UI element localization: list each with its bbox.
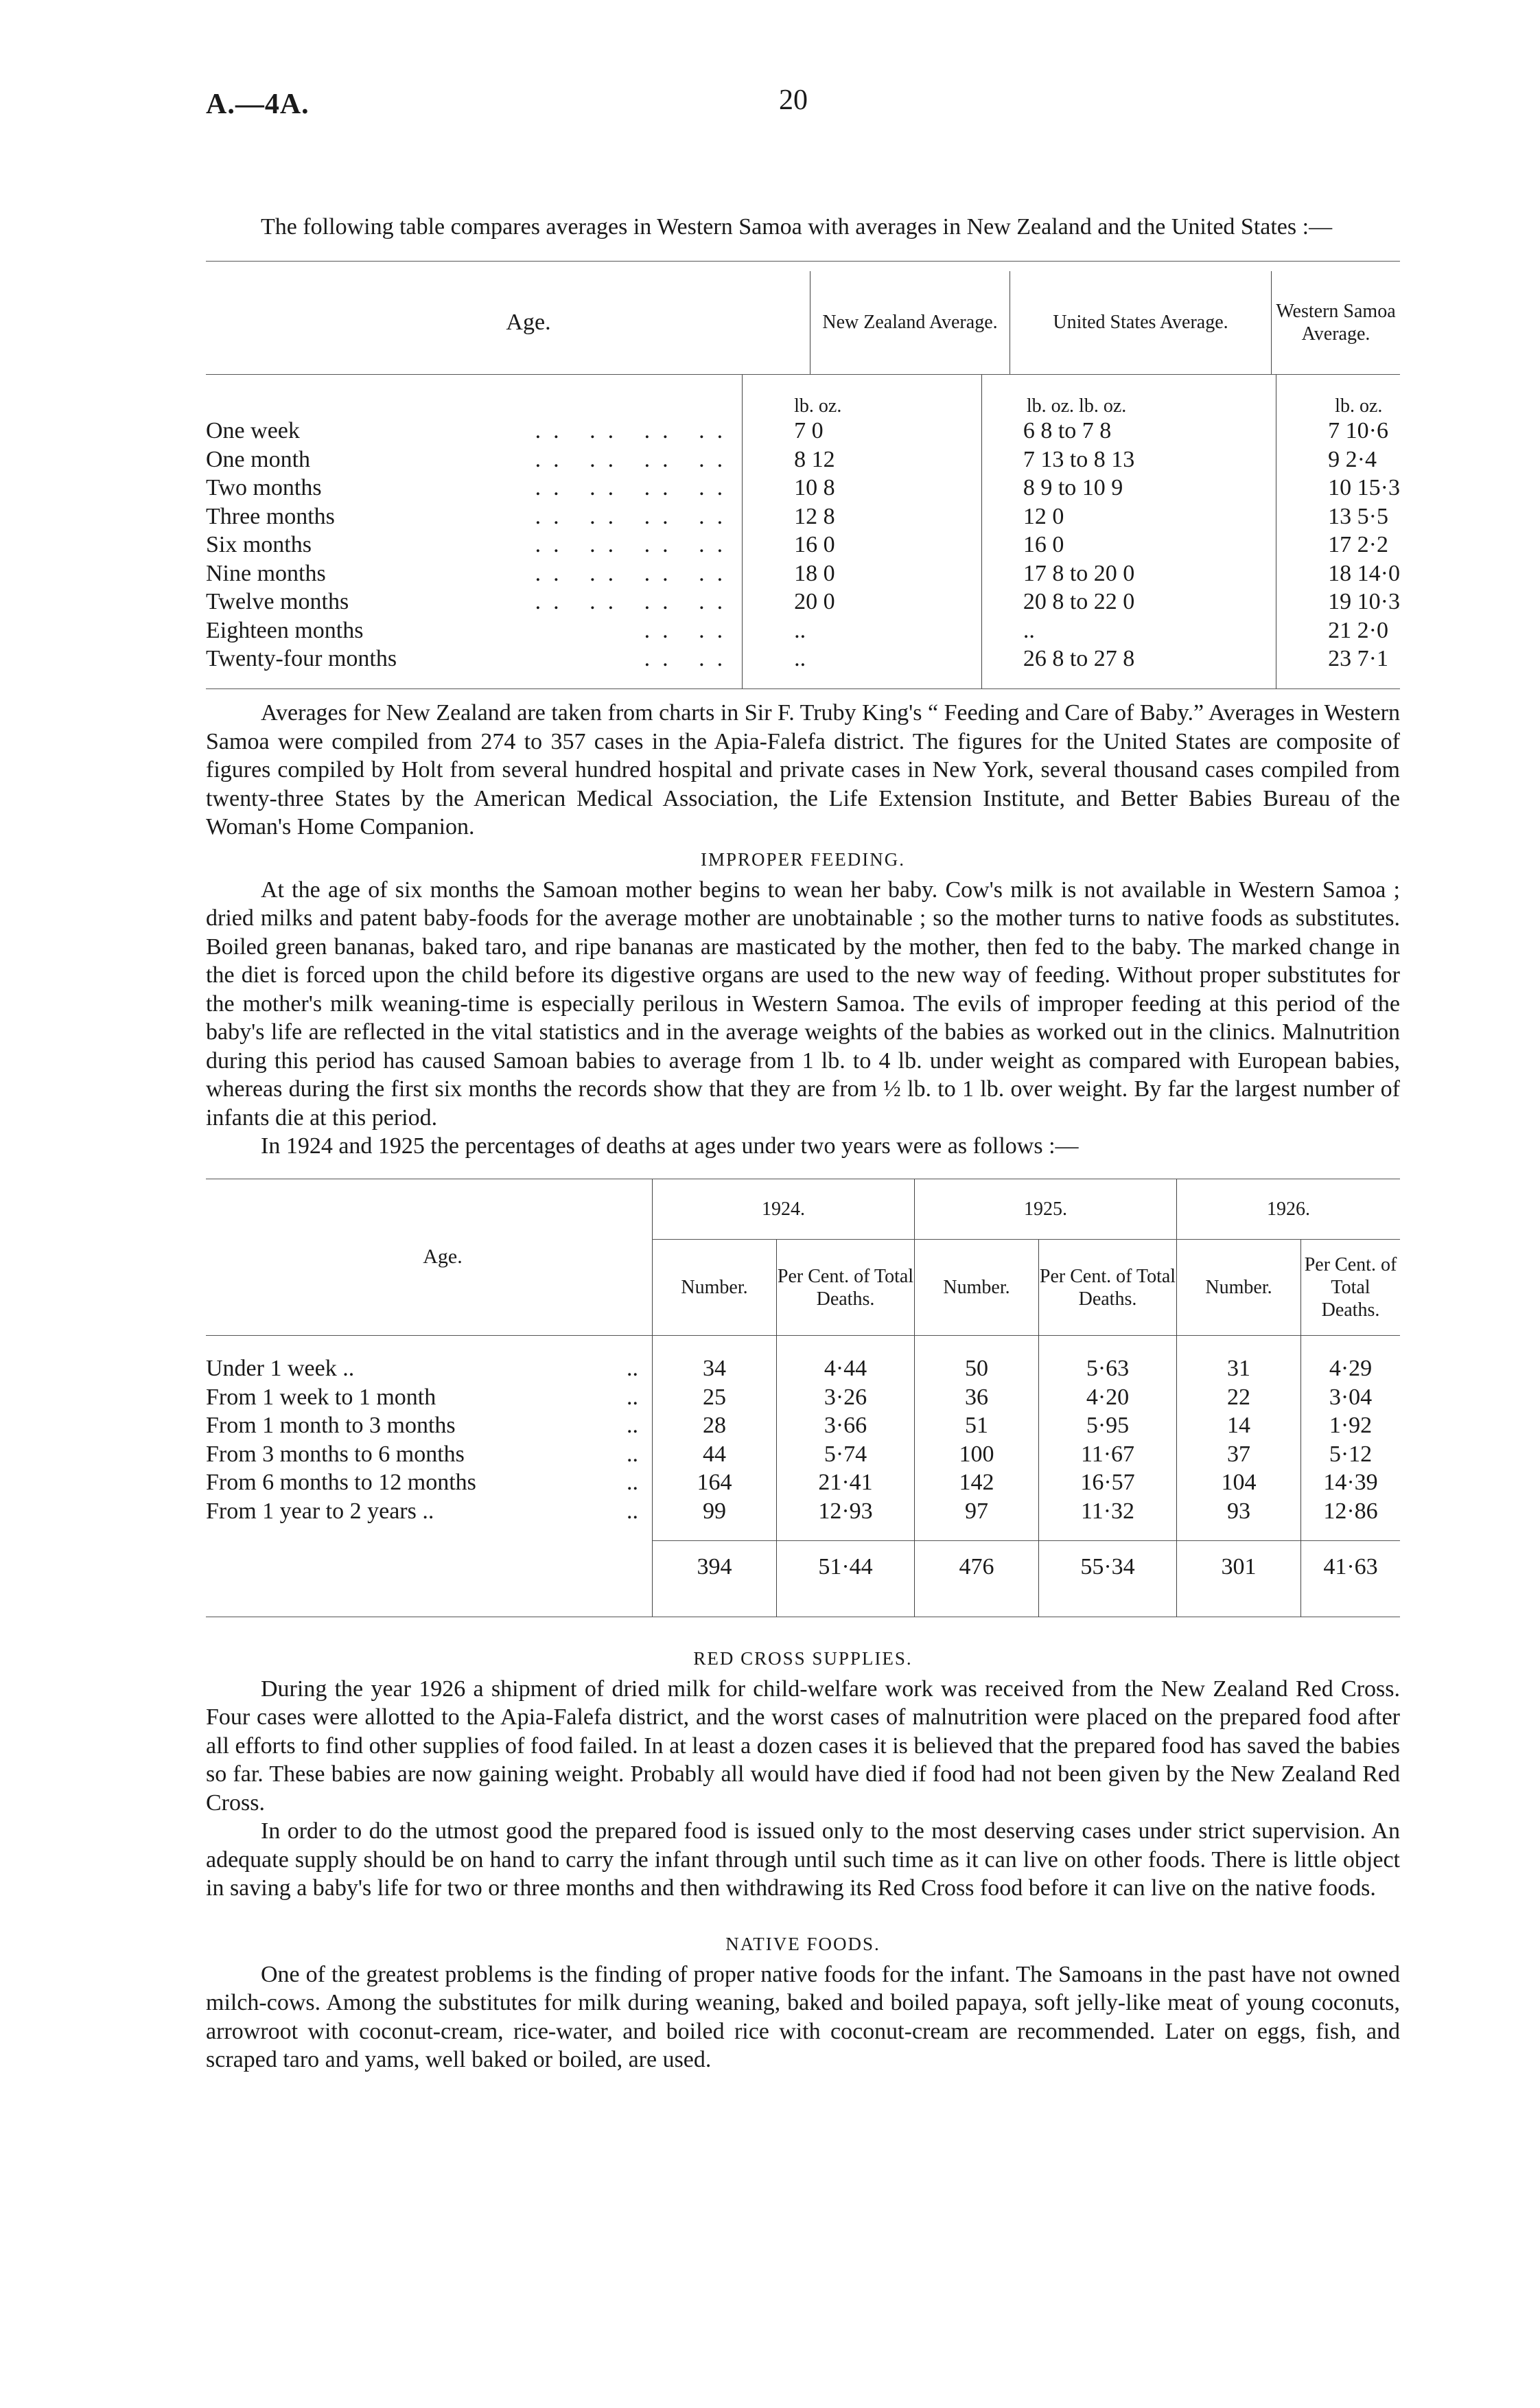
deaths-row-age: Under 1 week .. .. — [206, 1356, 638, 1382]
deaths-table-row — [206, 1412, 1400, 1441]
number-1926-value: 93 — [1177, 1497, 1301, 1526]
row-age-label: Two months .. .. .. .. — [206, 475, 736, 501]
percent-header-1925: Per Cent. of Total Deaths. — [1039, 1240, 1177, 1336]
ws-value: 10 15·3 — [1276, 474, 1400, 503]
weights-table-header — [206, 271, 1400, 374]
weights-table-row — [206, 531, 1400, 560]
ws-value: 13 5·5 — [1276, 502, 1400, 531]
page-header — [206, 76, 1400, 124]
us-value: 20 8 to 22 0 — [981, 588, 1276, 617]
number-1925-value: 50 — [915, 1355, 1039, 1384]
red-cross-heading — [206, 1645, 1400, 1672]
weights-table-row — [206, 559, 1400, 588]
number-1924-value: 164 — [653, 1469, 777, 1498]
number-1925-value: 142 — [915, 1469, 1039, 1498]
number-1924-value: 44 — [653, 1440, 777, 1469]
deaths-table-row — [206, 1440, 1400, 1469]
feeding-paragraph: At the age of six months the Samoan mother begins to wean her baby. Cow's milk is not available in Western Samoa ; dried milks and patent baby-foods for the average mother are unobtainable ; so the mother turns to native foods as substitutes. Boiled green bananas, baked taro, and ripe bananas are masticated by the mother, then fed to the baby. The marked change in the diet is forced upon the child before its digestive organs are used to the new way of feeding. Without proper substitutes for the mother's milk weaning-time is especially perilous in Western Samoa. The evils of improper feeding at this period of the baby's life are reflected in the vital statistics and in the average weights of the babies as worked out in the clinics. Malnutrition during this period has caused Samoan babies to average from 1 lb. to 4 lb. under weight as compared with European babies, whereas during the first six months the records show that they are from ½ lb. to 1 lb. over weight. By far the largest number of infants die at this period. — [206, 877, 1400, 1131]
year-1925-header: 1925. — [915, 1179, 1177, 1240]
document-code: A.—4A. — [206, 89, 310, 120]
row-age-label: Twelve months .. .. .. .. — [206, 589, 736, 615]
improper-feeding-heading-text: IMPROPER FEEDING. — [700, 848, 906, 870]
deaths-row-age: From 1 week to 1 month .. — [206, 1384, 638, 1410]
deaths-table-grid — [206, 1179, 1400, 1617]
percent-1925-value: 11·67 — [1039, 1440, 1177, 1469]
number-header-1924: Number. — [653, 1240, 777, 1336]
percent-1924-value: 3·66 — [777, 1412, 915, 1441]
weights-table-row — [206, 417, 1400, 446]
number-header-1925: Number. — [915, 1240, 1039, 1336]
percent-1925-value: 5·63 — [1039, 1355, 1177, 1384]
number-1926-value: 104 — [1177, 1469, 1301, 1498]
nz-value: 10 8 — [743, 474, 982, 503]
us-column-header: United States Average. — [1010, 271, 1272, 374]
red-cross-heading-text: RED CROSS SUPPLIES. — [693, 1647, 913, 1669]
number-1926-value: 37 — [1177, 1440, 1301, 1469]
row-age-label: Nine months .. .. .. .. — [206, 560, 736, 586]
number-1924-value: 99 — [653, 1497, 777, 1526]
row-age-label: Six months .. .. .. .. — [206, 532, 736, 558]
percent-1925-value: 16·57 — [1039, 1469, 1177, 1498]
native-foods-heading-text: NATIVE FOODS. — [725, 1933, 880, 1954]
ws-value: 7 10·6 — [1276, 417, 1400, 446]
percent-1925-value: 11·32 — [1039, 1497, 1177, 1526]
us-value: 7 13 to 8 13 — [981, 445, 1276, 474]
weights-table-row — [206, 474, 1400, 503]
us-unit-label: lb. oz. lb. oz. — [981, 375, 1276, 417]
nz-value: 20 0 — [743, 588, 982, 617]
deaths-row-age: From 1 month to 3 months .. — [206, 1413, 638, 1439]
nz-value: 12 8 — [743, 502, 982, 531]
weights-table — [206, 261, 1400, 690]
nz-value: 7 0 — [743, 417, 982, 446]
weights-table-body — [206, 375, 1400, 689]
nz-value: 18 0 — [743, 559, 982, 588]
number-1924-value: 28 — [653, 1412, 777, 1441]
us-value: 6 8 to 7 8 — [981, 417, 1276, 446]
percent-1925-value: 4·20 — [1039, 1383, 1177, 1412]
number-1924-value: 25 — [653, 1383, 777, 1412]
ws-unit-label: lb. oz. — [1276, 375, 1400, 417]
total-number-1926: 301 — [1177, 1541, 1301, 1593]
total-percent-1925: 55·34 — [1039, 1541, 1177, 1593]
us-value: 16 0 — [981, 531, 1276, 560]
percent-1926-value: 14·39 — [1301, 1469, 1401, 1498]
number-1926-value: 31 — [1177, 1355, 1301, 1384]
deaths-table-row — [206, 1497, 1400, 1526]
percent-1924-value: 4·44 — [777, 1355, 915, 1384]
percent-1924-value: 12·93 — [777, 1497, 915, 1526]
number-1926-value: 14 — [1177, 1412, 1301, 1441]
percent-1926-value: 12·86 — [1301, 1497, 1401, 1526]
ws-value: 9 2·4 — [1276, 445, 1400, 474]
deaths-table-row — [206, 1355, 1400, 1384]
deaths-intro-paragraph: In 1924 and 1925 the percentages of deaths at ages under two years were as follows :— — [261, 1133, 1079, 1159]
us-value: 26 8 to 27 8 — [981, 645, 1276, 674]
nz-value: .. — [743, 616, 982, 645]
year-1926-header: 1926. — [1177, 1179, 1401, 1240]
percent-1924-value: 3·26 — [777, 1383, 915, 1412]
red-cross-paragraph-2: In order to do the utmost good the prepared food is issued only to the most deserving cases under strict supervision. An adequate supply should be on hand to carry the infant through until such time as it can live on other foods. There is little object in saving a baby's life for two or three months and then withdrawing its Red Cross food before it can live on the native foods. — [206, 1818, 1400, 1901]
improper-feeding-heading — [206, 846, 1400, 873]
percent-1925-value: 5·95 — [1039, 1412, 1177, 1441]
us-value: .. — [981, 616, 1276, 645]
total-percent-1926: 41·63 — [1301, 1541, 1401, 1593]
ws-value: 23 7·1 — [1276, 645, 1400, 674]
deaths-totals-row — [206, 1541, 1400, 1593]
percent-1926-value: 4·29 — [1301, 1355, 1401, 1384]
document-page — [206, 76, 1400, 2074]
weights-table-row — [206, 645, 1400, 674]
nz-value: 16 0 — [743, 531, 982, 560]
deaths-table — [206, 1179, 1400, 1617]
row-age-label: Twenty-four months .. .. — [206, 646, 736, 672]
native-foods-heading — [206, 1930, 1400, 1958]
red-cross-paragraph-1: During the year 1926 a shipment of dried milk for child-welfare work was received from the New Zealand Red Cross. Four cases were allotted to the Apia-Falefa district, and the worst cases of malnutrition were placed on the prepared food after all efforts to find other supplies of food failed. In at least a dozen cases it is believed that the prepared food has saved the babies so far. These babies are now gaining weight. Probably all would have died if food had not been given by the New Zealand Red Cross. — [206, 1676, 1400, 1816]
total-percent-1924: 51·44 — [777, 1541, 915, 1593]
ws-value: 21 2·0 — [1276, 616, 1400, 645]
deaths-age-header: Age. — [423, 1245, 463, 1269]
percent-1926-value: 5·12 — [1301, 1440, 1401, 1469]
row-age-label: One week .. .. .. .. — [206, 418, 736, 444]
number-1924-value: 34 — [653, 1355, 777, 1384]
nz-column-header: New Zealand Average. — [810, 271, 1010, 374]
number-1925-value: 97 — [915, 1497, 1039, 1526]
averages-paragraph: Averages for New Zealand are taken from charts in Sir F. Truby King's “ Feeding and Care of Baby.” Averages in Western Samoa were compiled from 274 to 357 cases in the Apia-Falefa district. The figures for the United States are composite of figures compiled by Holt from several hundred hospital and private cases in New York, several thousand cases compiled from twenty-three States by the American Medical Association, the Life Extension Institute, and Better Babies Bureau of the Woman's Home Companion. — [206, 700, 1400, 840]
deaths-row-age: From 1 year to 2 years .. .. — [206, 1498, 638, 1524]
percent-1926-value: 3·04 — [1301, 1383, 1401, 1412]
ws-value: 17 2·2 — [1276, 531, 1400, 560]
percent-1924-value: 21·41 — [777, 1469, 915, 1498]
number-1926-value: 22 — [1177, 1383, 1301, 1412]
row-age-label: Three months .. .. .. .. — [206, 503, 736, 529]
row-age-label: One month .. .. .. .. — [206, 446, 736, 472]
weights-table-row — [206, 502, 1400, 531]
weights-table-row — [206, 445, 1400, 474]
nz-unit-label: lb. oz. — [743, 375, 982, 417]
ws-column-header: Western Samoa Average. — [1272, 271, 1401, 374]
page-number: 20 — [779, 84, 808, 116]
deaths-row-age: From 6 months to 12 months .. — [206, 1470, 638, 1496]
weights-table-row — [206, 588, 1400, 617]
total-number-1925: 476 — [915, 1541, 1039, 1593]
percent-header-1924: Per Cent. of Total Deaths. — [777, 1240, 915, 1336]
percent-1926-value: 1·92 — [1301, 1412, 1401, 1441]
row-age-label: Eighteen months .. .. — [206, 617, 736, 643]
nz-value: 8 12 — [743, 445, 982, 474]
us-value: 12 0 — [981, 502, 1276, 531]
intro-paragraph: The following table compares averages in Western Samoa with averages in New Zealand and the United States :— — [261, 214, 1333, 240]
number-1925-value: 100 — [915, 1440, 1039, 1469]
number-1925-value: 51 — [915, 1412, 1039, 1441]
percent-1924-value: 5·74 — [777, 1440, 915, 1469]
weights-table-row — [206, 616, 1400, 645]
percent-header-1926: Per Cent. of Total Deaths. — [1301, 1240, 1401, 1336]
ws-value: 18 14·0 — [1276, 559, 1400, 588]
us-value: 17 8 to 20 0 — [981, 559, 1276, 588]
year-1924-header: 1924. — [653, 1179, 915, 1240]
deaths-table-row — [206, 1469, 1400, 1498]
deaths-row-age: From 3 months to 6 months .. — [206, 1441, 638, 1467]
age-column-header: Age. — [506, 309, 551, 335]
nz-value: .. — [743, 645, 982, 674]
native-foods-paragraph: One of the greatest problems is the finding of proper native foods for the infant. The Samoans in the past have not owned milch-cows. Among the substitutes for milk during weaning, baked and boiled papaya, soft jelly-like meat of young coconuts, arrowroot with coconut-cream, rice-water, and boiled rice with coconut-cream are recommended. Later on eggs, fish, and scraped taro and yams, well baked or boiled, are used. — [206, 1961, 1400, 2072]
deaths-table-row — [206, 1383, 1400, 1412]
us-value: 8 9 to 10 9 — [981, 474, 1276, 503]
total-number-1924: 394 — [653, 1541, 777, 1593]
number-header-1926: Number. — [1177, 1240, 1301, 1336]
ws-value: 19 10·3 — [1276, 588, 1400, 617]
number-1925-value: 36 — [915, 1383, 1039, 1412]
